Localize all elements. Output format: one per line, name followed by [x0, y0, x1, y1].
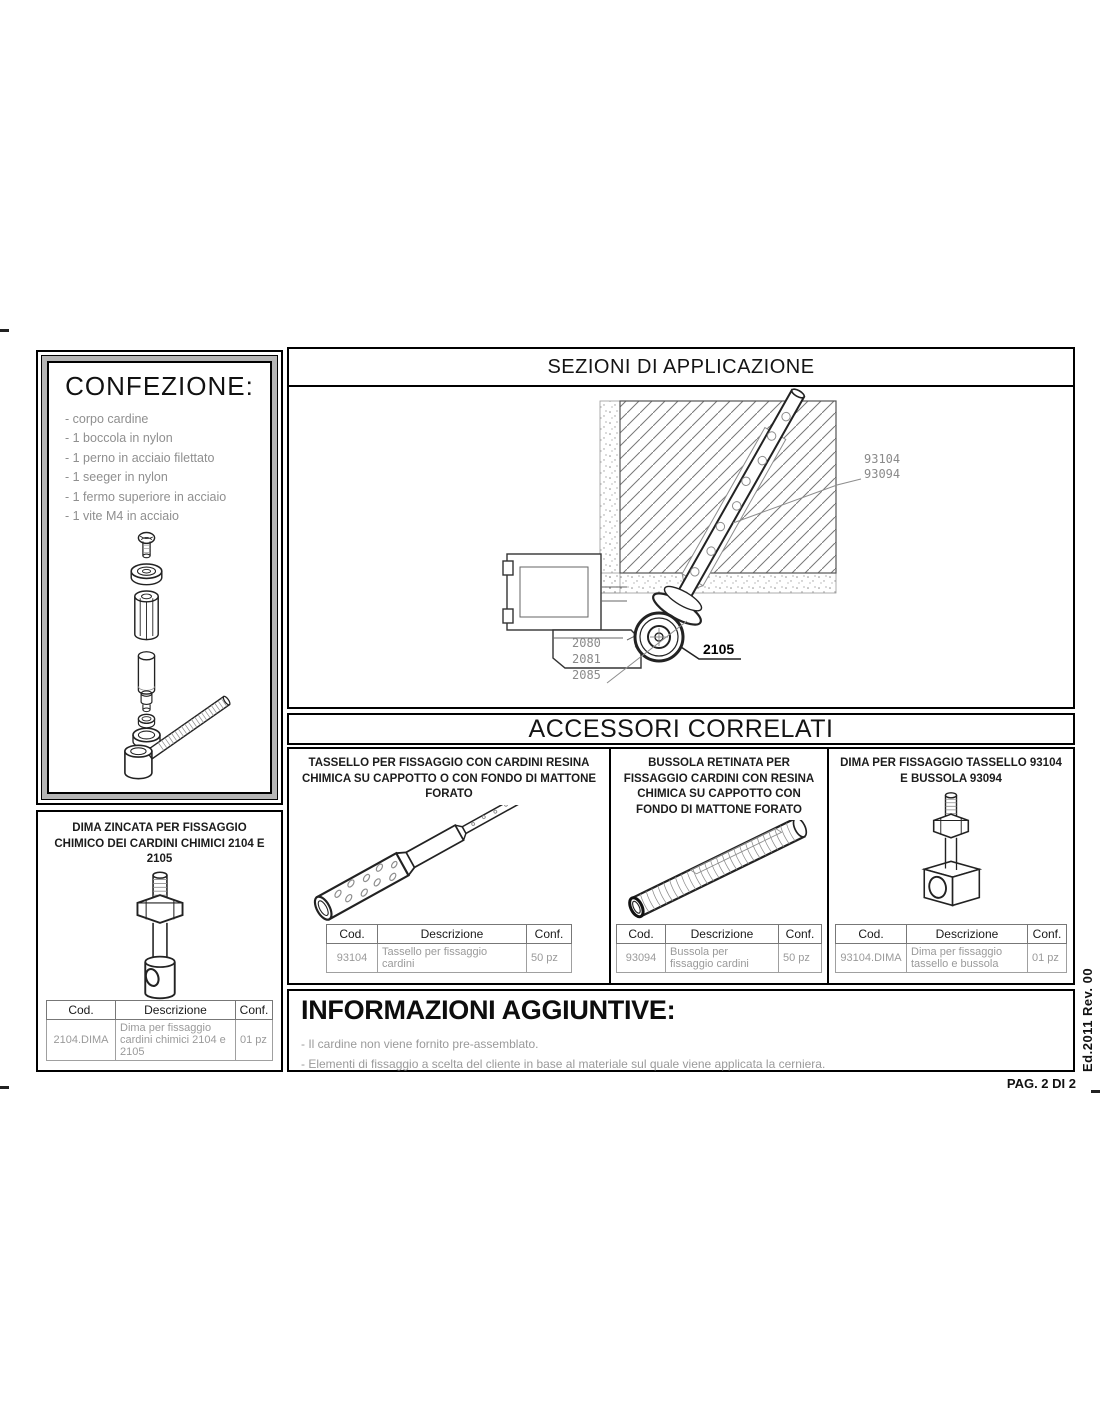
edition-label: Ed.2011 Rev. 00: [1080, 967, 1095, 1072]
dima-col-descrizione: Descrizione: [907, 925, 1028, 944]
confezione-item: - 1 fermo superiore in acciaio: [65, 489, 227, 504]
panel-bussola: [609, 749, 827, 983]
dima-cod: 93104.DIMA: [836, 944, 907, 973]
panel-dima-title: DIMA PER FISSAGGIO TASSELLO 93104 E BUSSOLA 93094: [840, 757, 1062, 785]
dima-col-conf: Conf.: [1028, 925, 1067, 944]
page-number: PAG. 2 DI 2: [1006, 1076, 1076, 1091]
crop-mark-bottom-right: [1091, 1090, 1100, 1093]
confezione-item: - 1 vite M4 in acciaio: [65, 508, 179, 523]
tassello-diagram: [299, 805, 599, 924]
dima-conf: 01 pz: [1028, 944, 1067, 973]
sezioni-title: SEZIONI DI APPLICAZIONE: [289, 349, 1073, 387]
informazioni-bullet: - Elementi di fissaggio a scelta del cliente in base al materiale sul quale viene applicata la cerniera.: [301, 1056, 826, 1071]
accessori-header: [287, 713, 1075, 745]
bussola-col-cod: Cod.: [617, 925, 666, 944]
crop-mark-bottom-left: [0, 1086, 9, 1089]
accessori-panels: [287, 747, 1075, 985]
dima-zincata-title: DIMA ZINCATA PER FISSAGGIO CHIMICO DEI CARDINI CHIMICI 2104 E 2105: [54, 822, 265, 866]
dima-diagram: [885, 789, 1017, 907]
informazioni-title: INFORMAZIONI AGGIUNTIVE:: [301, 995, 676, 1025]
panel-bussola-title: BUSSOLA RETINATA PER FISSAGGIO CARDINI CON RESINA CHIMICA SU CAPPOTTO CON FONDO DI MATTONE FORATO: [623, 757, 815, 816]
dz-cod: 2104.DIMA: [47, 1020, 116, 1061]
confezione-box: [36, 350, 283, 805]
sezioni-box: [287, 347, 1075, 709]
dima-col-cod: Cod.: [836, 925, 907, 944]
tassello-table: [326, 924, 572, 973]
bussola-col-conf: Conf.: [779, 925, 822, 944]
dz-conf: 01 pz: [236, 1020, 273, 1061]
tassello-cod: 93104: [327, 944, 378, 973]
label-anchor-code-top: 93104: [864, 452, 901, 466]
dima-table: [835, 924, 1067, 973]
bussola-cod: 93094: [617, 944, 666, 973]
crop-mark-top-left: [0, 329, 9, 332]
dima-zincata-box: [36, 810, 283, 1072]
table-row: [47, 1020, 273, 1061]
confezione-title: CONFEZIONE:: [65, 371, 254, 401]
confezione-list: [65, 410, 270, 526]
label-profile-code-3: 2085: [572, 668, 601, 682]
informazioni-box: [287, 989, 1075, 1072]
panel-tassello: [289, 749, 609, 983]
table-row: [836, 944, 1067, 973]
table-row: [327, 944, 572, 973]
tassello-col-descrizione: Descrizione: [378, 925, 527, 944]
panel-tassello-title: TASSELLO PER FISSAGGIO CON CARDINI RESINA CHIMICA SU CAPPOTTO O CON FONDO DI MATTONE FORATO: [301, 757, 597, 801]
table-row: [617, 944, 822, 973]
confezione-item: - 1 boccola in nylon: [65, 431, 173, 446]
informazioni-bullet: - Il cardine non viene fornito pre-assemblato.: [301, 1037, 539, 1051]
tassello-col-conf: Conf.: [527, 925, 572, 944]
exploded-hinge-diagram: [54, 528, 266, 780]
dz-col-cod: Cod.: [47, 1001, 116, 1020]
label-profile-code-2: 2081: [572, 652, 601, 666]
wall-section-diagram: [289, 387, 1073, 709]
bussola-col-descrizione: Descrizione: [666, 925, 779, 944]
bussola-diagram: [617, 820, 821, 924]
dz-col-descrizione: Descrizione: [116, 1001, 236, 1020]
dz-col-conf: Conf.: [236, 1001, 273, 1020]
dz-descrizione: Dima per fissaggio cardini chimici 2104 e 2105: [116, 1020, 236, 1061]
confezione-item: - corpo cardine: [65, 412, 149, 426]
confezione-item: - 1 perno in acciaio filettato: [65, 450, 215, 465]
confezione-item: - 1 seeger in nylon: [65, 470, 168, 485]
accessori-title: ACCESSORI CORRELATI: [528, 714, 834, 743]
tassello-descrizione: Tassello per fissaggio cardini: [378, 944, 527, 973]
bussola-conf: 50 pz: [779, 944, 822, 973]
label-profile-code-1: 2080: [572, 636, 601, 650]
dima-descrizione: Dima per fissaggio tassello e bussola: [907, 944, 1028, 973]
label-hinge-code: 2105: [703, 641, 735, 657]
dima-zincata-table: [46, 1000, 273, 1061]
tassello-col-cod: Cod.: [327, 925, 378, 944]
informazioni-bullets: [301, 1035, 1061, 1075]
bussola-descrizione: Bussola per fissaggio cardini: [666, 944, 779, 973]
bussola-table: [616, 924, 822, 973]
label-anchor-code-bottom: 93094: [864, 467, 901, 481]
tassello-conf: 50 pz: [527, 944, 572, 973]
panel-dima: [827, 749, 1073, 983]
dima-zincata-diagram: [89, 870, 231, 1000]
